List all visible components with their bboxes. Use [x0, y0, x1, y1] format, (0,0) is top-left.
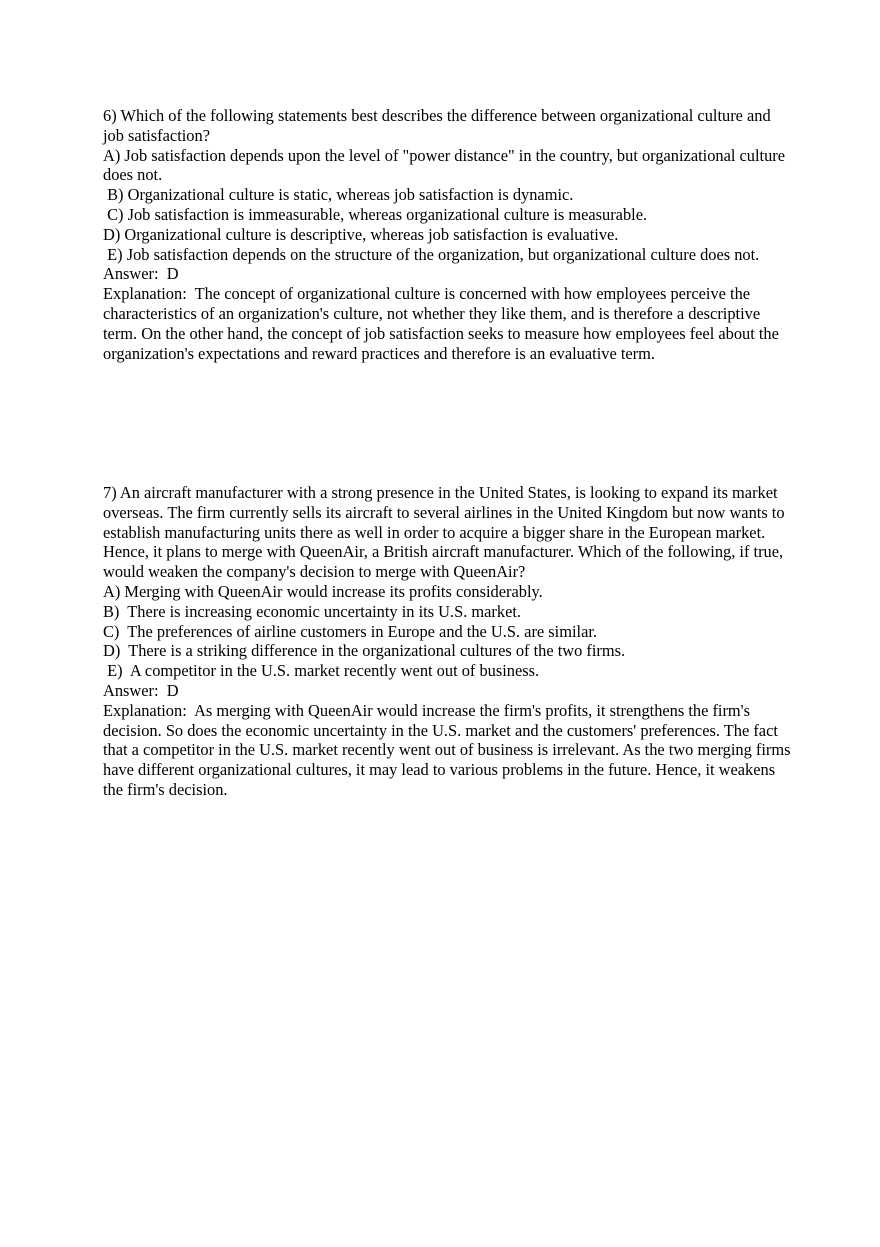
- question-text: An aircraft manufacturer with a strong presence in the United States, is looking to expand its market overseas. The firm currently sells its aircraft to several airlines in the United Kingdom but now wants to establish manufacturing units there as well in order to acquire a bigger share in the European market. Hence, it plans to merge with QueenAir, a British aircraft manufacturer. Which of the following, if true, would weaken the company's decision to merge with QueenAir?: [103, 483, 785, 582]
- option-text: Job satisfaction depends on the structure of the organization, but organizational culture does not.: [126, 244, 760, 264]
- option-c: [103, 205, 793, 225]
- option-text: The preferences of airline customers in Europe and the U.S. are similar.: [127, 621, 597, 641]
- option-text: Organizational culture is descriptive, whereas job satisfaction is evaluative.: [124, 224, 619, 244]
- option-letter: E): [107, 661, 123, 681]
- option-text: Organizational culture is static, whereas job satisfaction is dynamic.: [127, 185, 574, 205]
- option-letter: C): [107, 204, 124, 224]
- answer-options: [103, 582, 793, 681]
- option-a: [103, 146, 793, 186]
- option-letter: B): [107, 185, 124, 205]
- answer-line: [103, 681, 793, 701]
- question-number: 7): [103, 483, 117, 502]
- option-d: [103, 641, 793, 661]
- option-e: [103, 661, 793, 681]
- answer-label: Answer:: [103, 264, 159, 284]
- answer-value: D: [166, 680, 179, 700]
- answer-line: [103, 264, 793, 284]
- option-d: [103, 225, 793, 245]
- question-6: [103, 106, 793, 363]
- option-text: There is increasing economic uncertainty in its U.S. market.: [127, 601, 522, 621]
- question-stem: [103, 106, 793, 146]
- option-letter: E): [107, 244, 123, 264]
- option-text: Job satisfaction is immeasurable, whereas organizational culture is measurable.: [127, 204, 648, 224]
- option-c: [103, 622, 793, 642]
- explanation: [103, 284, 793, 363]
- option-e: [103, 245, 793, 265]
- option-a: [103, 582, 793, 602]
- question-text: Which of the following statements best describes the difference between organizational culture and job satisfaction?: [103, 106, 771, 145]
- option-letter: A): [103, 581, 121, 601]
- question-stem: [103, 483, 793, 582]
- option-letter: D): [103, 641, 121, 661]
- option-letter: B): [103, 601, 120, 621]
- option-text: A competitor in the U.S. market recently went out of business.: [129, 661, 540, 681]
- explanation-label: Explanation:: [103, 284, 187, 304]
- answer-value: D: [166, 264, 179, 284]
- question-number: 6): [103, 106, 117, 125]
- option-text: Merging with QueenAir would increase its profits considerably.: [124, 581, 543, 601]
- explanation-label: Explanation:: [103, 700, 187, 720]
- explanation-text: As merging with QueenAir would increase the firm's profits, it strengthens the firm's decision. So does the economic uncertainty in the U.S. market and the customers' preferences. The fact that a competitor in the U.S. market recently went out of business is irrelevant. As the two merging firms have different organizational cultures, it may lead to various problems in the future. Hence, it weakens the firm's decision.: [103, 700, 791, 799]
- option-text: Job satisfaction depends upon the level of "power distance" in the country, but organizational culture does not.: [103, 145, 786, 185]
- answer-options: [103, 146, 793, 265]
- explanation-text: The concept of organizational culture is concerned with how employees perceive the characteristics of an organization's culture, not whether they like them, and is therefore a descriptive term. On the other hand, the concept of job satisfaction seeks to measure how employees feel about the organization's expectations and reward practices and therefore is an evaluative term.: [103, 284, 779, 363]
- option-text: There is a striking difference in the organizational cultures of the two firms.: [128, 641, 626, 661]
- explanation: [103, 701, 793, 800]
- option-b: [103, 185, 793, 205]
- option-letter: D): [103, 224, 121, 244]
- question-7: [103, 483, 793, 800]
- answer-label: Answer:: [103, 680, 159, 700]
- option-letter: C): [103, 621, 120, 641]
- option-b: [103, 602, 793, 622]
- option-letter: A): [103, 145, 121, 165]
